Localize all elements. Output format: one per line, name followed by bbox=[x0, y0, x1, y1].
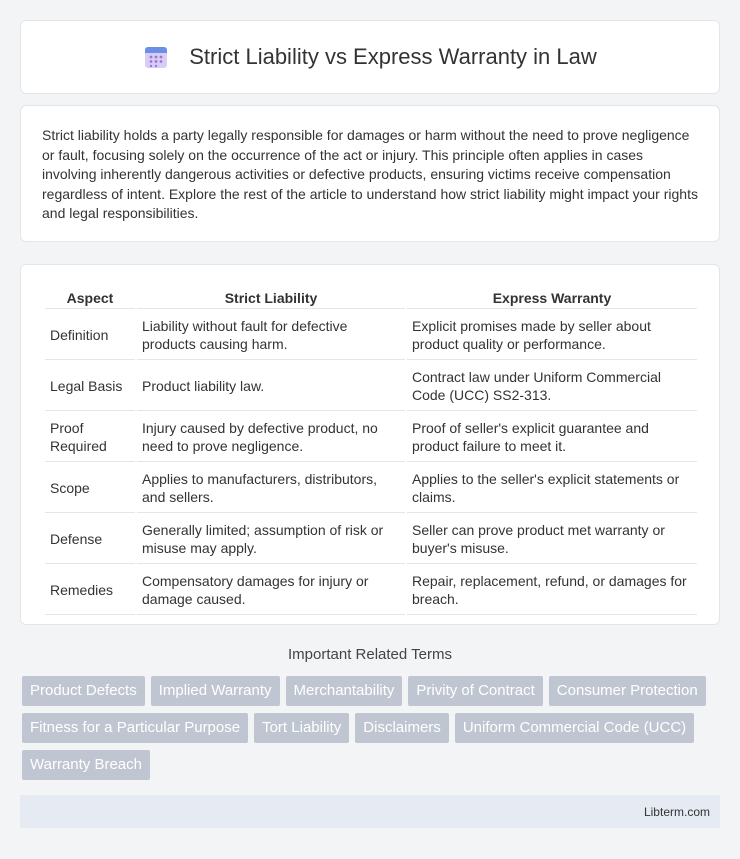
table-row bbox=[45, 362, 697, 411]
title-wrap bbox=[143, 44, 597, 70]
row-aspect: Legal Basis bbox=[45, 362, 135, 411]
related-terms-tags bbox=[22, 676, 722, 780]
row-strict-liability: Product liability law. bbox=[137, 362, 405, 411]
row-aspect: Proof Required bbox=[45, 413, 135, 462]
row-strict-liability: Applies to manufacturers, distributors, and sellers. bbox=[137, 464, 405, 513]
tag-consumer-protection[interactable]: Consumer Protection bbox=[549, 676, 706, 706]
row-strict-liability: Generally limited; assumption of risk or misuse may apply. bbox=[137, 515, 405, 564]
row-express-warranty: Seller can prove product met warranty or buyer's misuse. bbox=[407, 515, 697, 564]
tag-merchantability[interactable]: Merchantability bbox=[286, 676, 403, 706]
tag-product-defects[interactable]: Product Defects bbox=[22, 676, 145, 706]
row-aspect: Remedies bbox=[45, 566, 135, 615]
tag-implied-warranty[interactable]: Implied Warranty bbox=[151, 676, 280, 706]
row-express-warranty: Proof of seller's explicit guarantee and product failure to meet it. bbox=[407, 413, 697, 462]
tag-ucc[interactable]: Uniform Commercial Code (UCC) bbox=[455, 713, 694, 743]
tag-fitness-for-purpose[interactable]: Fitness for a Particular Purpose bbox=[22, 713, 248, 743]
row-express-warranty: Applies to the seller's explicit statements or claims. bbox=[407, 464, 697, 513]
comparison-table-card bbox=[20, 264, 720, 625]
header-card bbox=[20, 20, 720, 94]
tag-privity-of-contract[interactable]: Privity of Contract bbox=[408, 676, 542, 706]
table-row bbox=[45, 566, 697, 615]
table-header-row bbox=[45, 287, 697, 309]
footer-site-link[interactable]: Libterm.com bbox=[643, 804, 710, 819]
table-row bbox=[45, 464, 697, 513]
row-express-warranty: Contract law under Uniform Commercial Code (UCC) SS2-313. bbox=[407, 362, 697, 411]
tag-disclaimers[interactable]: Disclaimers bbox=[355, 713, 449, 743]
row-aspect: Defense bbox=[45, 515, 135, 564]
footer bbox=[20, 795, 720, 828]
row-express-warranty: Explicit promises made by seller about product quality or performance. bbox=[407, 311, 697, 360]
row-strict-liability: Injury caused by defective product, no need to prove negligence. bbox=[137, 413, 405, 462]
intro-card bbox=[20, 105, 720, 242]
header-express-warranty: Express Warranty bbox=[407, 287, 697, 309]
table-row bbox=[45, 515, 697, 564]
row-strict-liability: Liability without fault for defective products causing harm. bbox=[137, 311, 405, 360]
row-aspect: Definition bbox=[45, 311, 135, 360]
header-aspect: Aspect bbox=[45, 287, 135, 309]
table-row bbox=[45, 311, 697, 360]
intro-text: Strict liability holds a party legally responsible for damages or harm without the need to prove negligence or fault, focusing solely on the occurrence of the act or injury. This principle often applies in cases involving inherently dangerous activities or defective products, ensuring victims receive compensation regardless of intent. Explore the rest of the article to understand how strict liability might impact your rights and legal responsibilities. bbox=[42, 127, 698, 222]
row-express-warranty: Repair, replacement, refund, or damages for breach. bbox=[407, 566, 697, 615]
tag-tort-liability[interactable]: Tort Liability bbox=[254, 713, 349, 743]
calendar-icon bbox=[143, 44, 169, 70]
page-title: Strict Liability vs Express Warranty in Law bbox=[189, 44, 597, 69]
related-terms-title: Important Related Terms bbox=[288, 646, 452, 663]
row-aspect: Scope bbox=[45, 464, 135, 513]
header-strict-liability: Strict Liability bbox=[137, 287, 405, 309]
comparison-table bbox=[43, 285, 699, 617]
row-strict-liability: Compensatory damages for injury or damage caused. bbox=[137, 566, 405, 615]
table-row bbox=[45, 413, 697, 462]
tag-warranty-breach[interactable]: Warranty Breach bbox=[22, 750, 150, 780]
